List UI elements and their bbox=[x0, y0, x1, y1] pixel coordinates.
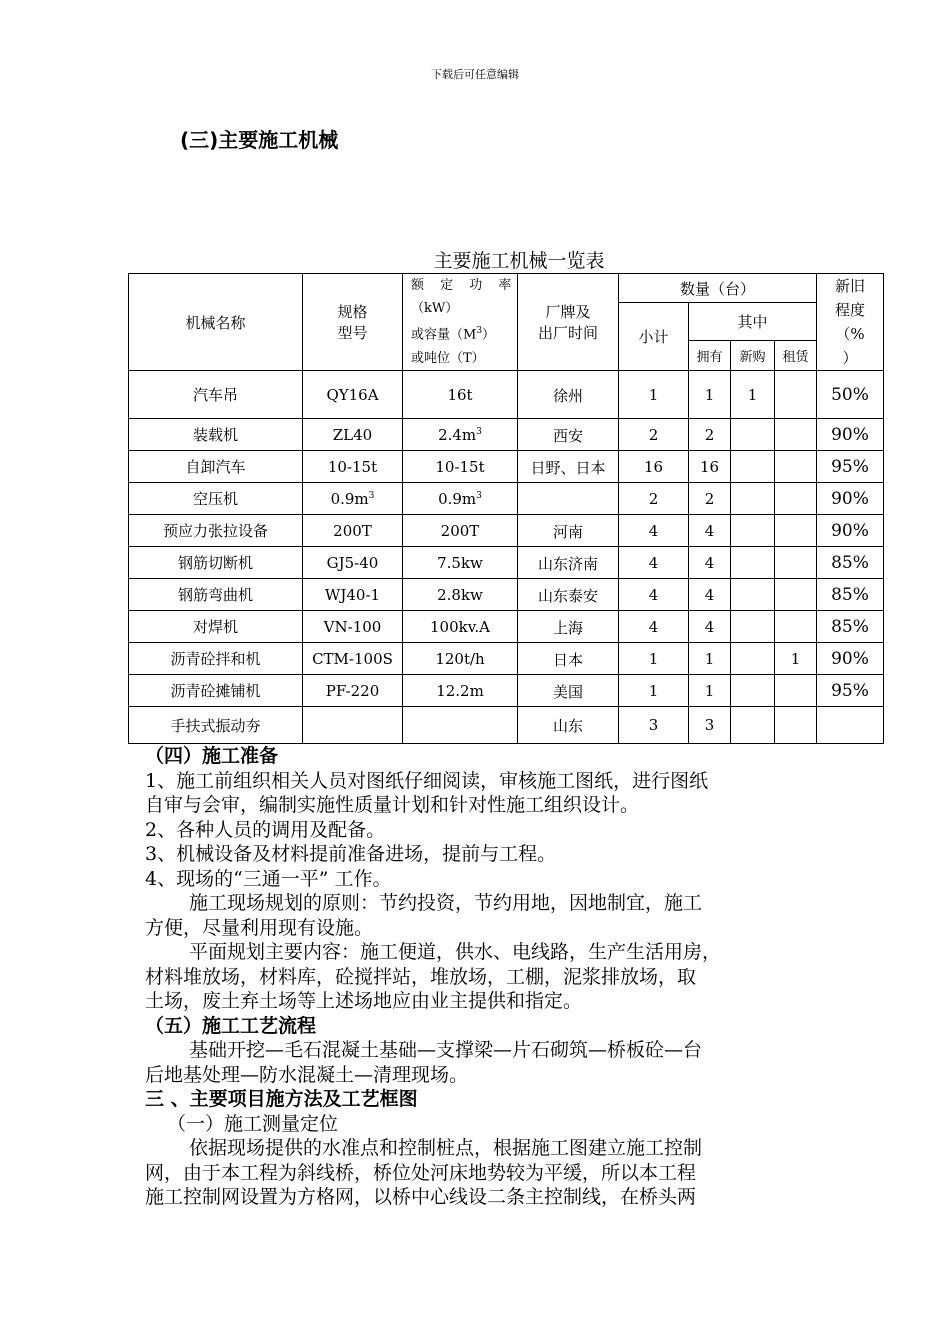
row-own: 1 bbox=[689, 675, 731, 707]
row-own: 4 bbox=[689, 579, 731, 611]
row-condition: 85% bbox=[817, 579, 884, 611]
row-subtotal: 4 bbox=[619, 515, 689, 547]
body-text bbox=[145, 744, 825, 1210]
row-model: 200T bbox=[303, 515, 403, 547]
row-new bbox=[731, 547, 775, 579]
paragraph: 基础开挖—毛石混凝土基础—支撑梁—片石砌筑—桥板砼—台 bbox=[189, 1039, 703, 1061]
row-model: GJ5-40 bbox=[303, 547, 403, 579]
paragraph: 1、施工前组织相关人员对图纸仔细阅读，审核施工图纸，进行图纸 bbox=[145, 769, 709, 792]
row-own: 4 bbox=[689, 547, 731, 579]
row-condition: 85% bbox=[817, 547, 884, 579]
row-machine-name: 装载机 bbox=[129, 419, 303, 451]
row-power: $0.9m^3$ bbox=[403, 483, 518, 515]
table-row bbox=[129, 419, 884, 451]
row-maker bbox=[518, 483, 619, 515]
table-row bbox=[129, 483, 884, 515]
row-power: 2.8kw bbox=[403, 579, 518, 611]
table-caption: 主要施工机械一览表 bbox=[433, 250, 605, 272]
row-condition: 95% bbox=[817, 675, 884, 707]
table-row bbox=[129, 451, 884, 483]
row-machine-name: 汽车吊 bbox=[129, 371, 303, 419]
row-power bbox=[403, 707, 518, 744]
table-row bbox=[129, 547, 884, 579]
row-maker: 日野、日本 bbox=[518, 451, 619, 483]
row-new bbox=[731, 515, 775, 547]
row-maker: 山东 bbox=[518, 707, 619, 744]
row-model: 10-15t bbox=[303, 451, 403, 483]
row-subtotal: 1 bbox=[619, 643, 689, 675]
header-rent: 租赁 bbox=[775, 341, 817, 371]
row-model: QY16A bbox=[303, 371, 403, 419]
paragraph: 土场，废土弃土场等上述场地应由业主提供和指定。 bbox=[145, 990, 583, 1012]
row-rent bbox=[775, 515, 817, 547]
row-maker: 西安 bbox=[518, 419, 619, 451]
row-power: 120t/h bbox=[403, 643, 518, 675]
header-among: 其中 bbox=[689, 303, 817, 341]
row-condition: 95% bbox=[817, 451, 884, 483]
header-machine-name: 机械名称 bbox=[129, 274, 303, 371]
header-maker: 厂牌及 出厂时间 bbox=[518, 274, 619, 371]
row-maker: 山东济南 bbox=[518, 547, 619, 579]
row-rent bbox=[775, 419, 817, 451]
header-power: 额 定 功 率 （kW） 或容量$(M^3)$ 或吨位（T） bbox=[403, 274, 518, 371]
table-row bbox=[129, 707, 884, 744]
row-machine-name: 钢筋切断机 bbox=[129, 547, 303, 579]
paragraph: 4、现场的“三通一平” 工作。 bbox=[145, 867, 392, 890]
row-new: 1 bbox=[731, 371, 775, 419]
header-subtotal: 小计 bbox=[619, 303, 689, 371]
row-power: 16t bbox=[403, 371, 518, 419]
subsection-title: （一）施工测量定位 bbox=[167, 1112, 339, 1135]
table-row bbox=[129, 371, 884, 419]
row-new bbox=[731, 419, 775, 451]
row-new bbox=[731, 675, 775, 707]
section-4-title: （四）施工准备 bbox=[145, 745, 279, 767]
row-model: CTM-100S bbox=[303, 643, 403, 675]
paragraph: 平面规划主要内容：施工便道，供水、电线路，生产生活用房， bbox=[189, 941, 722, 963]
row-own: 4 bbox=[689, 611, 731, 643]
header-own: 拥有 bbox=[689, 341, 731, 371]
header-note: 下载后可任意编辑 bbox=[431, 68, 519, 81]
row-power: 7.5kw bbox=[403, 547, 518, 579]
row-new bbox=[731, 707, 775, 744]
row-machine-name: 对焊机 bbox=[129, 611, 303, 643]
header-new: 新购 bbox=[731, 341, 775, 371]
row-subtotal: 2 bbox=[619, 483, 689, 515]
row-own: 16 bbox=[689, 451, 731, 483]
row-condition: 90% bbox=[817, 643, 884, 675]
row-subtotal: 4 bbox=[619, 579, 689, 611]
row-condition: 50% bbox=[817, 371, 884, 419]
row-maker: 美国 bbox=[518, 675, 619, 707]
row-subtotal: 16 bbox=[619, 451, 689, 483]
row-condition: 90% bbox=[817, 419, 884, 451]
paragraph: 网，由于本工程为斜线桥，桥位处河床地势较为平缓，所以本工程 bbox=[145, 1161, 697, 1184]
paragraph: 施工现场规划的原则：节约投资，节约用地，因地制宜，施工 bbox=[189, 892, 703, 914]
row-new bbox=[731, 611, 775, 643]
row-maker: 日本 bbox=[518, 643, 619, 675]
row-model: WJ40-1 bbox=[303, 579, 403, 611]
header-condition: 新旧 程度 （% ） bbox=[817, 274, 884, 371]
row-rent bbox=[775, 579, 817, 611]
row-rent bbox=[775, 483, 817, 515]
row-subtotal: 3 bbox=[619, 707, 689, 744]
row-machine-name: 沥青砼拌和机 bbox=[129, 643, 303, 675]
row-own: 2 bbox=[689, 483, 731, 515]
row-new bbox=[731, 451, 775, 483]
row-model: PF-220 bbox=[303, 675, 403, 707]
section-5-title: （五）施工工艺流程 bbox=[145, 1014, 317, 1037]
row-power: 10-15t bbox=[403, 451, 518, 483]
row-own: 4 bbox=[689, 515, 731, 547]
header-spec: 规格 型号 bbox=[303, 274, 403, 371]
table-row bbox=[129, 675, 884, 707]
row-power: 12.2m bbox=[403, 675, 518, 707]
row-subtotal: 2 bbox=[619, 419, 689, 451]
row-power: 200T bbox=[403, 515, 518, 547]
paragraph: 2、各种人员的调用及配备。 bbox=[145, 818, 386, 841]
row-power: $2.4m^3$ bbox=[403, 419, 518, 451]
row-machine-name: 预应力张拉设备 bbox=[129, 515, 303, 547]
row-own: 1 bbox=[689, 643, 731, 675]
section-3-title: (三)主要施工机械 bbox=[180, 128, 339, 152]
table-row bbox=[129, 515, 884, 547]
paragraph: 自审与会审，编制实施性质量计划和针对性施工组织设计。 bbox=[145, 794, 640, 816]
row-model: VN-100 bbox=[303, 611, 403, 643]
row-rent bbox=[775, 451, 817, 483]
row-model bbox=[303, 707, 403, 744]
paragraph: 后地基处理—防水混凝土—清理现场。 bbox=[145, 1063, 469, 1086]
machine-table bbox=[128, 273, 884, 744]
row-condition: 90% bbox=[817, 515, 884, 547]
row-own: 1 bbox=[689, 371, 731, 419]
row-maker: 上海 bbox=[518, 611, 619, 643]
row-own: 2 bbox=[689, 419, 731, 451]
paragraph: 依据现场提供的水准点和控制桩点，根据施工图建立施工控制 bbox=[189, 1137, 703, 1159]
row-power: 100kv.A bbox=[403, 611, 518, 643]
row-maker: 河南 bbox=[518, 515, 619, 547]
row-rent bbox=[775, 371, 817, 419]
row-maker: 徐州 bbox=[518, 371, 619, 419]
row-new bbox=[731, 483, 775, 515]
row-rent: 1 bbox=[775, 643, 817, 675]
row-subtotal: 1 bbox=[619, 675, 689, 707]
row-subtotal: 1 bbox=[619, 371, 689, 419]
row-maker: 山东泰安 bbox=[518, 579, 619, 611]
row-machine-name: 手扶式振动夯 bbox=[129, 707, 303, 744]
chapter-3-title: 三 、主要项目施方法及工艺框图 bbox=[145, 1088, 418, 1110]
row-machine-name: 钢筋弯曲机 bbox=[129, 579, 303, 611]
row-condition: 90% bbox=[817, 483, 884, 515]
paragraph: 施工控制网设置为方格网，以桥中心线设二条主控制线，在桥头两 bbox=[145, 1186, 697, 1208]
row-condition: 85% bbox=[817, 611, 884, 643]
row-model: $0.9m^3$ bbox=[303, 483, 403, 515]
table-row bbox=[129, 643, 884, 675]
row-machine-name: 空压机 bbox=[129, 483, 303, 515]
header-quantity: 数量（台） bbox=[619, 274, 817, 303]
row-machine-name: 沥青砼摊铺机 bbox=[129, 675, 303, 707]
row-new bbox=[731, 643, 775, 675]
paragraph: 方便，尽量利用现有设施。 bbox=[145, 916, 374, 939]
paragraph: 材料堆放场，材料库，砼搅拌站，堆放场，工棚，泥浆排放场，取 bbox=[145, 965, 697, 988]
table-row bbox=[129, 579, 884, 611]
row-rent bbox=[775, 611, 817, 643]
row-rent bbox=[775, 675, 817, 707]
row-own: 3 bbox=[689, 707, 731, 744]
row-machine-name: 自卸汽车 bbox=[129, 451, 303, 483]
row-condition bbox=[817, 707, 884, 744]
row-new bbox=[731, 579, 775, 611]
row-subtotal: 4 bbox=[619, 547, 689, 579]
row-model: ZL40 bbox=[303, 419, 403, 451]
table-row bbox=[129, 611, 884, 643]
row-subtotal: 4 bbox=[619, 611, 689, 643]
row-rent bbox=[775, 547, 817, 579]
row-rent bbox=[775, 707, 817, 744]
paragraph: 3、机械设备及材料提前准备进场，提前与工程。 bbox=[145, 843, 557, 865]
